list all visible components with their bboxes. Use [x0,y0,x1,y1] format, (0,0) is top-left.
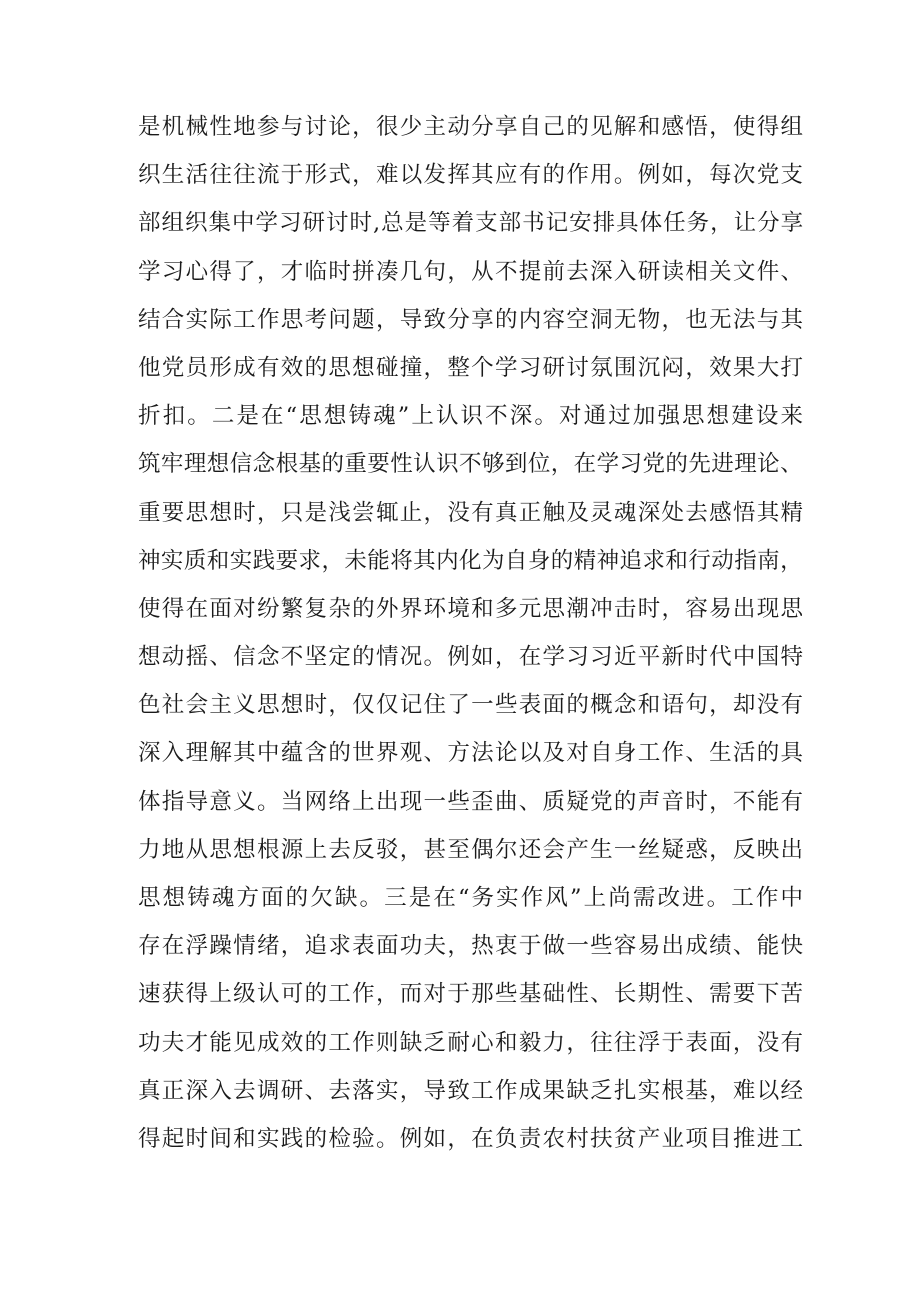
text-line: 思想铸魂方面的欠缺。三是在“务实作风”上尚需改进。工作中 [138,885,806,911]
text-line: 折扣。二是在“思想铸魂”上认识不深。对通过加强思想建设来 [138,403,806,430]
text-line: 织生活往往流于形式，难以发挥其应有的作用。例如，每次党支 [138,162,805,189]
text-line: 是机械性地参与讨论，很少主动分享自己的见解和感悟，使得组 [138,114,805,140]
text-line: 神实质和实践要求，未能将其内化为自身的精神追求和行动指南， [138,547,803,574]
body-text [138,103,806,1163]
text-line: 功夫才能见成效的工作则缺乏耐心和毅力，往往浮于表面，没有 [138,1029,805,1056]
text-line: 得起时间和实践的检验。例如，在负责农村扶贫产业项目推进工 [138,1125,805,1152]
text-line: 结合实际工作思考问题，导致分享的内容空洞无物，也无法与其 [138,306,805,333]
text-line: 重要思想时，只是浅尝辄止，没有真正触及灵魂深处去感悟其精 [138,499,805,526]
text-line: 力地从思想根源上去反驳，甚至偶尔还会产生一丝疑惑，反映出 [138,836,805,863]
text-line: 筑牢理想信念根基的重要性认识不够到位，在学习党的先进理论、 [138,451,803,478]
text-line: 速获得上级认可的工作，而对于那些基础性、长期性、需要下苦 [138,981,805,1008]
text-line: 深入理解其中蕴含的世界观、方法论以及对自身工作、生活的具 [138,740,805,767]
text-line: 色社会主义思想时，仅仅记住了一些表面的概念和语句，却没有 [138,692,805,719]
text-line: 部组织集中学习研讨时,总是等着支部书记安排具体任务，让分享 [138,210,805,237]
text-line: 存在浮躁情绪，追求表面功夫，热衷于做一些容易出成绩、能快 [138,933,805,960]
text-line: 学习心得了，才临时拼凑几句，从不提前去深入研读相关文件、 [138,258,805,285]
text-line: 想动摇、信念不坚定的情况。例如，在学习习近平新时代中国特 [138,644,805,671]
text-line: 使得在面对纷繁复杂的外界环境和多元思潮冲击时，容易出现思 [138,595,805,622]
text-line: 体指导意义。当网络上出现一些歪曲、质疑党的声音时，不能有 [138,788,805,815]
text-line: 真正深入去调研、去落实，导致工作成果缺乏扎实根基，难以经 [138,1077,805,1104]
text-line: 他党员形成有效的思想碰撞，整个学习研讨氛围沉闷，效果大打 [138,354,805,381]
